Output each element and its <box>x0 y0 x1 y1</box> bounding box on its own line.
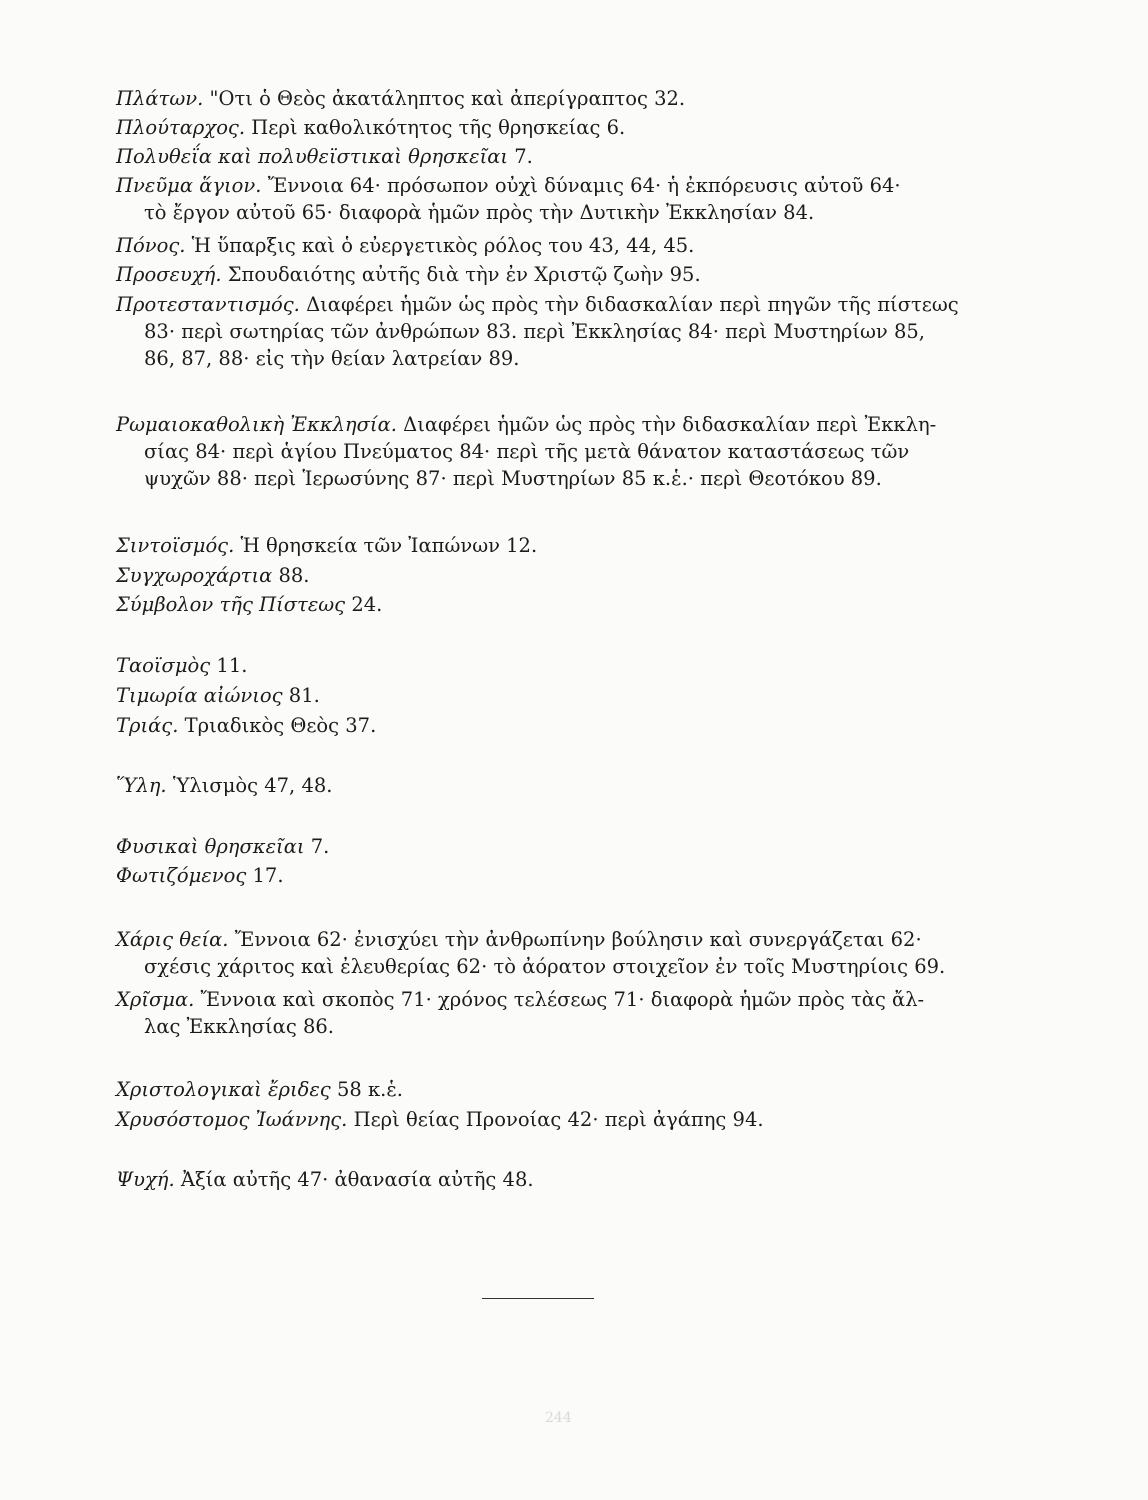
entry-text: "Οτι ὁ Θεὸς ἀκατάληπτος καὶ ἀπερίγραπτος 32. <box>209 87 686 110</box>
index-entry-sintoismos <box>116 532 996 559</box>
entry-text: Τριαδικὸς Θεὸς 37. <box>184 714 377 737</box>
entry-continuation: σίας 84· περὶ ἁγίου Πνεύματος 84· περὶ τῆς μετὰ θάνατον καταστάσεως τῶν <box>144 440 910 463</box>
entry-continuation: λας Ἐκκλησίας 86. <box>144 1015 334 1038</box>
entry-text: Ὑλισμὸς 47, 48. <box>172 774 333 797</box>
entry-text: Περὶ θείας Προνοίας 42· περὶ ἀγάπης 94. <box>353 1108 764 1131</box>
entry-text: Ἡ θρησκεία τῶν Ἰαπώνων 12. <box>240 534 538 557</box>
entry-text: Ἔννοια καὶ σκοπὸς 71· χρόνος τελέσεως 71· διαφορὰ ἡμῶν πρὸς τὰς ἄλ- <box>200 988 925 1011</box>
entry-term: Ὕλη. <box>116 774 167 797</box>
entry-term: Χάρις θεία. <box>116 928 229 951</box>
entry-term: Τριάς. <box>116 714 179 737</box>
index-entry-photizomenos <box>116 862 996 889</box>
entry-term: Ταοϊσμὸς <box>116 654 211 677</box>
entry-term: Ψυχή. <box>116 1168 175 1191</box>
entry-continuation: σχέσις χάριτος καὶ ἐλευθερίας 62· τὸ ἀόρατον στοιχεῖον ἐν τοῖς Μυστηρίοις 69. <box>144 955 946 978</box>
entry-text: Ἔννοια 64· πρόσωπον οὐχὶ δύναμις 64· ἡ ἐκπόρευσις αὐτοῦ 64· <box>267 174 901 197</box>
entry-text: 81. <box>288 684 320 707</box>
index-entry-pneuma-agion <box>116 172 996 226</box>
index-entry-protestantismos <box>116 291 996 372</box>
entry-text: 88. <box>278 564 310 587</box>
index-entry-romaiokatholike <box>116 411 996 492</box>
index-entry-physikai <box>116 833 996 860</box>
entry-text: 24. <box>351 593 383 616</box>
index-entry-psyche <box>116 1166 996 1193</box>
entry-term: Πλάτων. <box>116 87 204 110</box>
entry-term: Ρωμαιοκαθολικὴ Ἐκκλησία. <box>116 413 397 436</box>
index-entry-polytheia <box>116 143 996 170</box>
entry-term: Πνεῦμα ἅγιον. <box>116 174 262 197</box>
entry-term: Φωτιζόμενος <box>116 864 247 887</box>
index-entry-charis <box>116 926 996 980</box>
index-entry-taoismos <box>116 652 996 679</box>
index-entry-ponos <box>116 232 996 259</box>
entry-text: 7. <box>310 835 330 858</box>
entry-term: Προτεσταντισμός. <box>116 293 300 316</box>
entry-term: Χριστολογικαὶ ἔριδες <box>116 1078 331 1101</box>
entry-text: Ἔννοια 62· ἐνισχύει τὴν ἀνθρωπίνην βούλησιν καὶ συνεργάζεται 62· <box>234 928 922 951</box>
index-entry-christologikai <box>116 1076 996 1103</box>
entry-text: Διαφέρει ἡμῶν ὡς πρὸς τὴν διδασκαλίαν περὶ πηγῶν τῆς πίστεως <box>306 293 959 316</box>
entry-term: Συγχωροχάρτια <box>116 564 273 587</box>
entry-continuation: ψυχῶν 88· περὶ Ἱερωσύνης 87· περὶ Μυστηρίων 85 κ.ἑ.· περὶ Θεοτόκου 89. <box>144 467 882 490</box>
entry-term: Πόνος. <box>116 234 186 257</box>
entry-term: Πολυθεΐα καὶ πολυθεϊστικαὶ θρησκεῖαι <box>116 145 509 168</box>
entry-term: Φυσικαὶ θρησκεῖαι <box>116 835 305 858</box>
index-entry-symbolon <box>116 591 996 618</box>
end-rule <box>482 1298 594 1299</box>
entry-text: Διαφέρει ἡμῶν ὡς πρὸς τὴν διδασκαλίαν περὶ Ἐκκλη- <box>403 413 937 436</box>
entry-term: Χρυσόστομος Ἰωάννης. <box>116 1108 348 1131</box>
index-entry-synchorochartia <box>116 562 996 589</box>
entry-text: 11. <box>216 654 248 677</box>
entry-term: Προσευχή. <box>116 263 222 286</box>
entry-continuation: τὸ ἔργον αὐτοῦ 65· διαφορὰ ἡμῶν πρὸς τὴν Δυτικὴν Ἐκκλησίαν 84. <box>144 201 815 224</box>
entry-term: Σύμβολον τῆς Πίστεως <box>116 593 346 616</box>
entry-term: Σιντοϊσμός. <box>116 534 235 557</box>
index-entry-platon <box>116 85 996 112</box>
entry-term: Πλούταρχος. <box>116 116 246 139</box>
entry-text: Περὶ καθολικότητος τῆς θρησκείας 6. <box>251 116 626 139</box>
entry-text: 58 κ.ἑ. <box>336 1078 403 1101</box>
entry-term: Τιμωρία αἰώνιος <box>116 684 283 707</box>
entry-term: Χρῖσμα. <box>116 988 195 1011</box>
entry-text: 7. <box>514 145 533 168</box>
index-entry-timoria <box>116 682 996 709</box>
index-entry-ploutarchos <box>116 114 996 141</box>
page-number: 244 <box>545 1410 572 1426</box>
index-entry-trias <box>116 712 996 739</box>
index-entry-hyle <box>116 772 996 799</box>
index-entry-chrisma <box>116 986 996 1040</box>
entry-text: 17. <box>252 864 284 887</box>
index-entry-proseuche <box>116 261 996 288</box>
entry-text: Ἡ ὕπαρξις καὶ ὁ εὐεργετικὸς ρόλος του 43, 44, 45. <box>191 234 695 257</box>
entry-text: Ἀξία αὐτῆς 47· ἀθανασία αὐτῆς 48. <box>180 1168 534 1191</box>
entry-continuation: 83· περὶ σωτηρίας τῶν ἀνθρώπων 83. περὶ Ἐκκλησίας 84· περὶ Μυστηρίων 85, <box>144 320 925 343</box>
index-entry-chrysostomos <box>116 1106 996 1133</box>
entry-continuation: 86, 87, 88· εἰς τὴν θείαν λατρείαν 89. <box>144 347 520 370</box>
entry-text: Σπουδαιότης αὐτῆς διὰ τὴν ἐν Χριστῷ ζωὴν 95. <box>227 263 701 286</box>
